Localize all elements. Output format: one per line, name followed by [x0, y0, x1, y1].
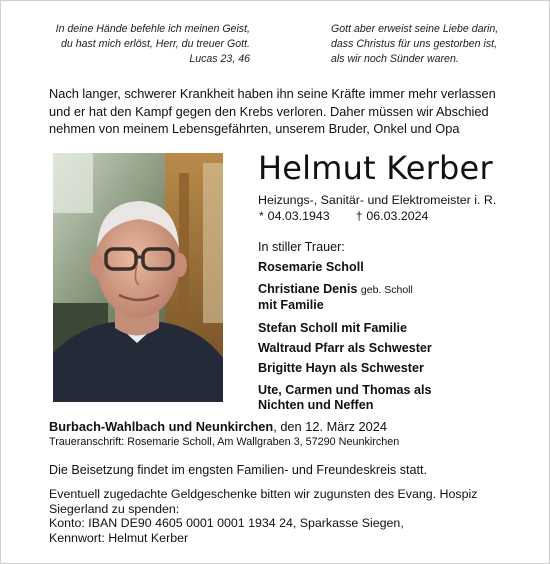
death-date: 06.03.2024 [366, 209, 429, 223]
mourner-entry-line2: mit Familie [258, 298, 324, 312]
portrait-photo [53, 153, 223, 402]
bible-quote-left [40, 22, 250, 67]
deceased-profession: Heizungs-, Sanitär- und Elektromeister i. R. [258, 193, 497, 207]
bible-quote-right [331, 22, 541, 67]
donation-line: Kennwort: Helmut Kerber [49, 530, 189, 545]
place-name: Burbach-Wahlbach und Neunkirchen [49, 419, 274, 434]
birth-star-icon: * [259, 209, 264, 223]
intro-line: nehmen von meinem Lebensgefährten, unserem Bruder, Onkel und Opa [49, 121, 460, 136]
place-and-date [49, 419, 387, 435]
mourner-name: Christiane Denis [258, 282, 358, 296]
quote-reference: Lucas 23, 46 [189, 53, 250, 65]
donation-note [49, 487, 529, 545]
mourner-entry: Stefan Scholl mit Familie [258, 321, 408, 335]
mourner-entry: Brigitte Hayn als Schwester [258, 361, 424, 375]
mourner-entry-line2: Nichten und Neffen [258, 398, 374, 412]
funeral-note: Die Beisetzung findet im engsten Familien- und Freundeskreis statt. [49, 463, 427, 477]
mourners-lead: In stiller Trauer: [258, 240, 345, 254]
intro-text [49, 85, 519, 138]
mourner-birth-name: geb. Scholl [360, 284, 413, 296]
mourner-entry: Ute, Carmen und Thomas als [258, 383, 432, 397]
donation-line: Eventuell zugedachte Geldgeschenke bitten wir zugunsten des Evang. Hospiz [49, 487, 478, 501]
death-cross-icon: † [355, 209, 363, 223]
donation-line: Konto: IBAN DE90 4605 0001 0001 1934 24, Sparkasse Siegen, [49, 516, 404, 531]
mourner-entry [258, 282, 528, 298]
birth-date: 04.03.1943 [267, 209, 330, 223]
life-dates [259, 208, 428, 224]
quote-line: In deine Hände befehle ich meinen Geist, [55, 23, 250, 35]
quote-line: dass Christus für uns gestorben ist, [331, 38, 498, 50]
intro-line: und er hat den Kampf gegen den Krebs verloren. Daher müssen wir Abschied [49, 103, 489, 119]
notice-date: , den 12. März 2024 [273, 419, 388, 434]
donation-line: Siegerland zu spenden: [49, 501, 180, 516]
intro-line: Nach langer, schwerer Krankheit haben ihn seine Kräfte immer mehr verlassen [49, 86, 496, 101]
quote-line: du hast mich erlöst, Herr, du treuer Gott. [60, 38, 250, 50]
mourner-entry: Waltraud Pfarr als Schwester [258, 341, 432, 355]
quote-line: als wir noch Sünder waren. [331, 53, 459, 65]
mourning-address: Traueranschrift: Rosemarie Scholl, Am Wallgraben 3, 57290 Neunkirchen [49, 436, 400, 448]
mourner-entry: Rosemarie Scholl [258, 260, 364, 274]
portrait-illustration [53, 153, 223, 402]
mourners-list [258, 237, 528, 413]
quote-line: Gott aber erweist seine Liebe darin, [331, 23, 499, 35]
deceased-name: Helmut Kerber [258, 149, 493, 187]
